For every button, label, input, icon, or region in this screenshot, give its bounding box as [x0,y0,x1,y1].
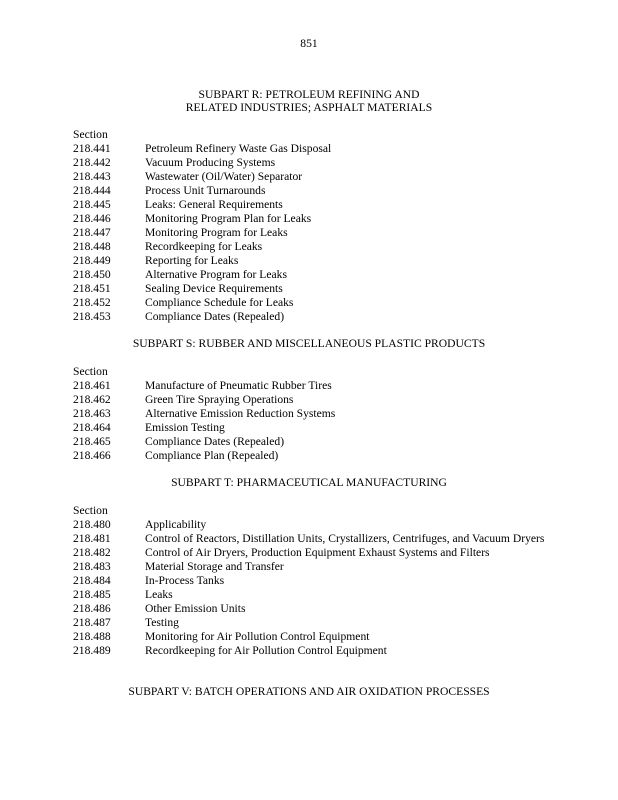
section-title: Recordkeeping for Leaks [145,240,263,253]
section-number: 218.480 [73,518,111,531]
section-title: Testing [145,616,179,629]
section-number: 218.482 [73,546,111,559]
section-number: 218.486 [73,602,111,615]
section-entry [73,546,553,560]
section-number: 218.452 [73,296,111,309]
section-title: Compliance Schedule for Leaks [145,296,294,309]
section-title: In-Process Tanks [145,574,225,587]
section-entry [73,644,553,658]
section-title: Compliance Dates (Repealed) [145,310,285,323]
section-entry [73,310,553,324]
section-number: 218.464 [73,421,111,434]
section-title: Petroleum Refinery Waste Gas Disposal [145,142,332,155]
section-entry [73,602,553,616]
section-entry [73,379,553,393]
section-title: Control of Reactors, Distillation Units, Crystallizers, Centrifuges, and Vacuum Dryers [145,532,545,545]
section-number: 218.481 [73,532,111,545]
section-entry [73,240,553,254]
section-entry [73,254,553,268]
section-entry [73,407,553,421]
section-entry [73,518,553,532]
section-entry [73,532,553,546]
section-title: Sealing Device Requirements [145,282,283,295]
section-number: 218.485 [73,588,111,601]
subpart-r-heading-line2: RELATED INDUSTRIES; ASPHALT MATERIALS [185,101,433,114]
section-entry [73,449,553,463]
section-number: 218.448 [73,240,111,253]
section-number: 218.461 [73,379,111,392]
section-number: 218.444 [73,184,111,197]
section-entry [73,588,553,602]
section-title: Alternative Program for Leaks [145,268,287,281]
section-number: 218.453 [73,310,111,323]
section-title: Wastewater (Oil/Water) Separator [145,170,303,183]
section-title: Alternative Emission Reduction Systems [145,407,336,420]
section-number: 218.489 [73,644,111,657]
section-number: 218.465 [73,435,111,448]
section-entry [73,296,553,310]
section-number: 218.451 [73,282,111,295]
section-entry [73,226,553,240]
section-title: Control of Air Dryers, Production Equipment Exhaust Systems and Filters [145,546,490,559]
section-entry [73,574,553,588]
section-number: 218.441 [73,142,111,155]
section-entry [73,156,553,170]
section-entry [73,268,553,282]
section-title: Process Unit Turnarounds [145,184,266,197]
section-number: 218.483 [73,560,111,573]
subpart-t-heading: SUBPART T: PHARMACEUTICAL MANUFACTURING [171,476,447,489]
section-number: 218.484 [73,574,111,587]
section-number: 218.449 [73,254,111,267]
section-entry [73,282,553,296]
section-title: Recordkeeping for Air Pollution Control Equipment [145,644,387,657]
section-title: Monitoring Program Plan for Leaks [145,212,312,225]
section-entry [73,212,553,226]
subpart-r-section-label: Section [73,128,108,141]
section-title: Compliance Plan (Repealed) [145,449,279,462]
page-number: 851 [300,37,318,50]
section-entry [73,421,553,435]
section-entry [73,560,553,574]
section-number: 218.442 [73,156,111,169]
section-title: Green Tire Spraying Operations [145,393,294,406]
section-title: Leaks: General Requirements [145,198,283,211]
section-number: 218.462 [73,393,111,406]
section-number: 218.466 [73,449,111,462]
section-entry [73,630,553,644]
subpart-s-section-list [73,379,553,463]
section-number: 218.446 [73,212,111,225]
section-title: Monitoring for Air Pollution Control Equipment [145,630,370,643]
section-number: 218.450 [73,268,111,281]
section-title: Leaks [145,588,173,601]
section-number: 218.463 [73,407,111,420]
section-number: 218.488 [73,630,111,643]
section-title: Monitoring Program for Leaks [145,226,288,239]
section-entry [73,142,553,156]
subpart-r-heading-line1: SUBPART R: PETROLEUM REFINING AND [198,88,420,101]
section-title: Reporting for Leaks [145,254,239,267]
section-number: 218.445 [73,198,111,211]
subpart-v-heading: SUBPART V: BATCH OPERATIONS AND AIR OXIDATION PROCESSES [128,685,490,698]
section-number: 218.487 [73,616,111,629]
section-title: Applicability [145,518,207,531]
subpart-s-heading: SUBPART S: RUBBER AND MISCELLANEOUS PLASTIC PRODUCTS [132,337,486,350]
section-title: Other Emission Units [145,602,246,615]
section-entry [73,184,553,198]
section-entry [73,170,553,184]
section-number: 218.443 [73,170,111,183]
section-entry [73,198,553,212]
subpart-s-section-label: Section [73,365,108,378]
subpart-t-section-list [73,518,553,658]
section-number: 218.447 [73,226,111,239]
section-title: Compliance Dates (Repealed) [145,435,285,448]
section-entry [73,616,553,630]
section-title: Emission Testing [145,421,225,434]
section-entry [73,435,553,449]
subpart-r-section-list [73,142,553,324]
section-entry [73,393,553,407]
subpart-t-section-label: Section [73,504,108,517]
section-title: Manufacture of Pneumatic Rubber Tires [145,379,332,392]
section-title: Material Storage and Transfer [145,560,284,573]
section-title: Vacuum Producing Systems [145,156,276,169]
